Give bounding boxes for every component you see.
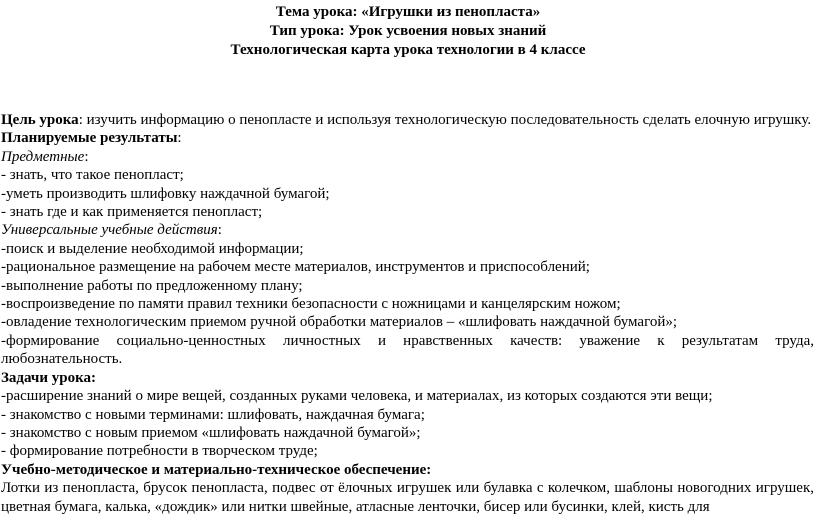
universal-heading (1, 221, 814, 239)
list-item: - знать, что такое пенопласт; (1, 167, 184, 184)
document-body (1, 111, 814, 516)
lesson-topic: Тема урока: «Игрушки из пенопласта» (275, 4, 541, 20)
list-item: - знать где и как применяется пенопласт; (1, 204, 263, 221)
results-label: Планируемые результаты (1, 130, 178, 147)
list-item: -поиск и выделение необходимой информации; (1, 240, 304, 257)
tasks-heading (1, 369, 814, 387)
tasks-label: Задачи урока: (1, 369, 97, 386)
lesson-type: Тип урока: Урок усвоения новых знаний (269, 23, 547, 39)
universal-label: Универсальные учебные действия (1, 222, 218, 239)
subject-heading (1, 148, 814, 166)
list-item: -формирование социально-ценностных личностных и нравственных качеств: уважение к результатам труда, любознательность. (1, 332, 814, 368)
equipment-heading (1, 461, 814, 479)
list-item: -расширение знаний о мире вещей, созданных руками человека, и материалах, из которых создаются эти вещи; (1, 388, 713, 405)
goal-text: : изучить информацию о пенопласте и используя технологическую последовательность сделать елочную игрушку. (78, 112, 812, 128)
goal-paragraph (1, 111, 814, 129)
lesson-map-title: Технологическая карта урока технологии в 4 классе (230, 42, 586, 58)
list-item: -воспроизведение по памяти правил техники безопасности с ножницами и канцелярским ножом; (1, 296, 621, 313)
equipment-text: Лотки из пенопласта, брусок пенопласта, подвес от ёлочных игрушек или булавка с колечком, шаблоны новогодних игрушек, цветная бумага, калька, «дождик» или нитки швейные, атласные ленточки, бисер или бусинки, клей, кисть для (1, 480, 814, 515)
goal-label: Цель урока (1, 112, 79, 128)
list-item: - формирование потребности в творческом труде; (1, 443, 318, 460)
subject-colon: : (84, 148, 89, 165)
list-item: -рациональное размещение на рабочем месте материалов, инструментов и приспособлений; (1, 259, 590, 276)
list-item: -уметь производить шлифовку наждачной бумагой; (1, 185, 330, 202)
subject-label: Предметные (1, 148, 85, 165)
results-heading (1, 129, 814, 147)
list-item: -овладение технологическим приемом ручной обработки материалов – «шлифовать наждачной бумагой»; (1, 314, 678, 331)
universal-colon: : (217, 222, 222, 239)
document-header (0, 3, 816, 60)
list-item: - знакомство с новым приемом «шлифовать наждачной бумагой»; (1, 424, 421, 441)
list-item: -выполнение работы по предложенному плану; (1, 277, 303, 294)
list-item: - знакомство с новыми терминами: шлифовать, наждачная бумага; (1, 406, 425, 423)
equipment-label: Учебно-методическое и материально-техническое обеспечение: (1, 461, 432, 478)
results-colon: : (177, 130, 182, 147)
